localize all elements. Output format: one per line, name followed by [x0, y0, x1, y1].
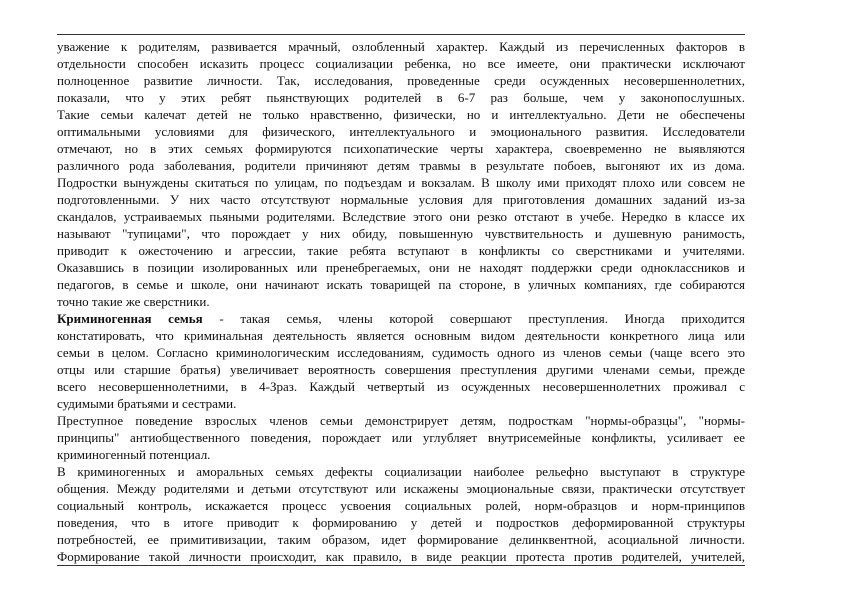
text-line — [57, 480, 745, 497]
text-line — [57, 531, 745, 548]
line-text: подготовленными. У них часто отсутствуют нормальные условия для приготовления домашних заданий из-за — [57, 192, 745, 207]
line-text: называют "тупицами", что порождает у них обиду, повышенную чувствительность и душевную ранимость, — [57, 226, 745, 241]
text-line — [57, 327, 745, 344]
text-line — [57, 123, 745, 140]
line-text: отцы или старшие братья) увеличивает вероятность совершения преступления другими членами семьи, прежде — [57, 362, 745, 377]
line-text: педагогов, в семье и школе, они начинают искать товарищей па стороне, в уличных компаниях, где собираются — [57, 277, 745, 292]
text-line — [57, 310, 745, 327]
header-rule — [57, 34, 745, 35]
text-line — [57, 140, 745, 157]
text-line — [57, 446, 745, 463]
document-page — [57, 34, 745, 566]
line-text: Формирование такой личности происходит, как правило, в виде реакции протеста против родителей, учителей, — [57, 549, 745, 564]
line-text: Преступное поведение взрослых членов семьи демонстрирует детям, подросткам "нормы-образцы", "нормы- — [57, 413, 745, 428]
text-line — [57, 378, 745, 395]
line-text: поведения, что в итоге приводит к формированию у детей и подростков деформированной структуры — [57, 515, 745, 530]
text-line — [57, 497, 745, 514]
line-text: полноценное развитие личности. Так, исследования, проведенные среди осужденных несовершеннолетних, — [57, 73, 745, 88]
line-text: отмечают, но в этих семьях формируются психопатические черты характера, своевременно не выявляются — [57, 141, 745, 156]
text-line — [57, 361, 745, 378]
line-text: социальный контроль, искажается процесс усвоения социальных ролей, норм-образцов и норм-принципов — [57, 498, 745, 513]
line-text: общения. Между родителями и детьми отсутствуют или искажены эмоциональные связи, практически отсутствует — [57, 481, 745, 496]
line-text: оптимальными условиями для физического, интеллектуального и эмоционального развития. Исследователи — [57, 124, 745, 139]
text-line — [57, 242, 745, 259]
text-line — [57, 38, 745, 55]
text-line — [57, 106, 745, 123]
text-line — [57, 463, 745, 480]
line-text: показали, что у этих ребят пьянствующих родителей в 6-7 раз больше, чем у законопослушных. — [57, 90, 745, 105]
text-line — [57, 55, 745, 72]
line-text: Оказавшись в позиции изолированных или пренебрегаемых, они не находят поддержки среди одноклассников и — [57, 260, 745, 275]
line-text: В криминогенных и аморальных семьях дефекты социализации наиболее рельефно выступают в структуре — [57, 464, 745, 479]
line-text: судимыми братьями и сестрами. — [57, 396, 237, 411]
text-line — [57, 89, 745, 106]
line-text: - такая семья, члены которой совершают преступления. Иногда приходится — [202, 311, 745, 326]
line-text: Подростки вынуждены скитаться по улицам, по подъездам и вокзалам. В школу ими приходят плохо или совсем не — [57, 175, 745, 190]
line-text: Такие семьи калечат детей не только нравственно, физически, но и интеллектуально. Дети не обеспечены — [57, 107, 745, 122]
bold-term: Криминогенная семья — [57, 311, 203, 326]
line-text: отдельности способен исказить процесс социализации ребенка, но все имеете, они практически исключают — [57, 56, 745, 71]
text-line — [57, 395, 745, 412]
text-line — [57, 276, 745, 293]
text-line — [57, 429, 745, 446]
line-text: скандалов, устраиваемых пьяными родителями. Вследствие этого они резко отстают в учебе. Нередко в классе их — [57, 209, 745, 224]
line-text: семьи в целом. Согласно криминологическим исследованиям, судимость одного из членов семьи (чаще всего это — [57, 345, 745, 360]
line-text: уважение к родителям, развивается мрачный, озлобленный характер. Каждый из перечисленных факторов в — [57, 39, 745, 54]
text-line — [57, 259, 745, 276]
text-line — [57, 191, 745, 208]
text-line — [57, 412, 745, 429]
text-line — [57, 514, 745, 531]
text-line — [57, 72, 745, 89]
line-text: констатировать, что криминальная деятельность является основным видом деятельности конкретного лица или — [57, 328, 745, 343]
text-line — [57, 293, 745, 310]
text-line — [57, 208, 745, 225]
line-text: различного рода заболевания, родители причиняют детям травмы в результате побоев, выгоняют их из дома. — [57, 158, 745, 173]
text-line — [57, 548, 745, 565]
text-line — [57, 174, 745, 191]
line-text: приводит к ожесточению и агрессии, такие ребята вступают в конфликты со сверстниками и учителями. — [57, 243, 745, 258]
text-line — [57, 344, 745, 361]
footer-rule — [57, 565, 745, 566]
line-text: криминогенный потенциал. — [57, 447, 211, 462]
line-text: принципы" антиобщественного поведения, порождает или углубляет внутрисемейные конфликты, усиливает ее — [57, 430, 745, 445]
line-text: всего несовершеннолетними, в 4-Зраз. Каждый четвертый из осужденных несовершеннолетних проживал с — [57, 379, 745, 394]
text-line — [57, 225, 745, 242]
line-text: точно такие же сверстники. — [57, 294, 210, 309]
line-text: потребностей, ее примитивизации, таким образом, идет формирование делинквентной, асоциальной личности. — [57, 532, 745, 547]
body-text — [57, 38, 745, 565]
text-line — [57, 157, 745, 174]
